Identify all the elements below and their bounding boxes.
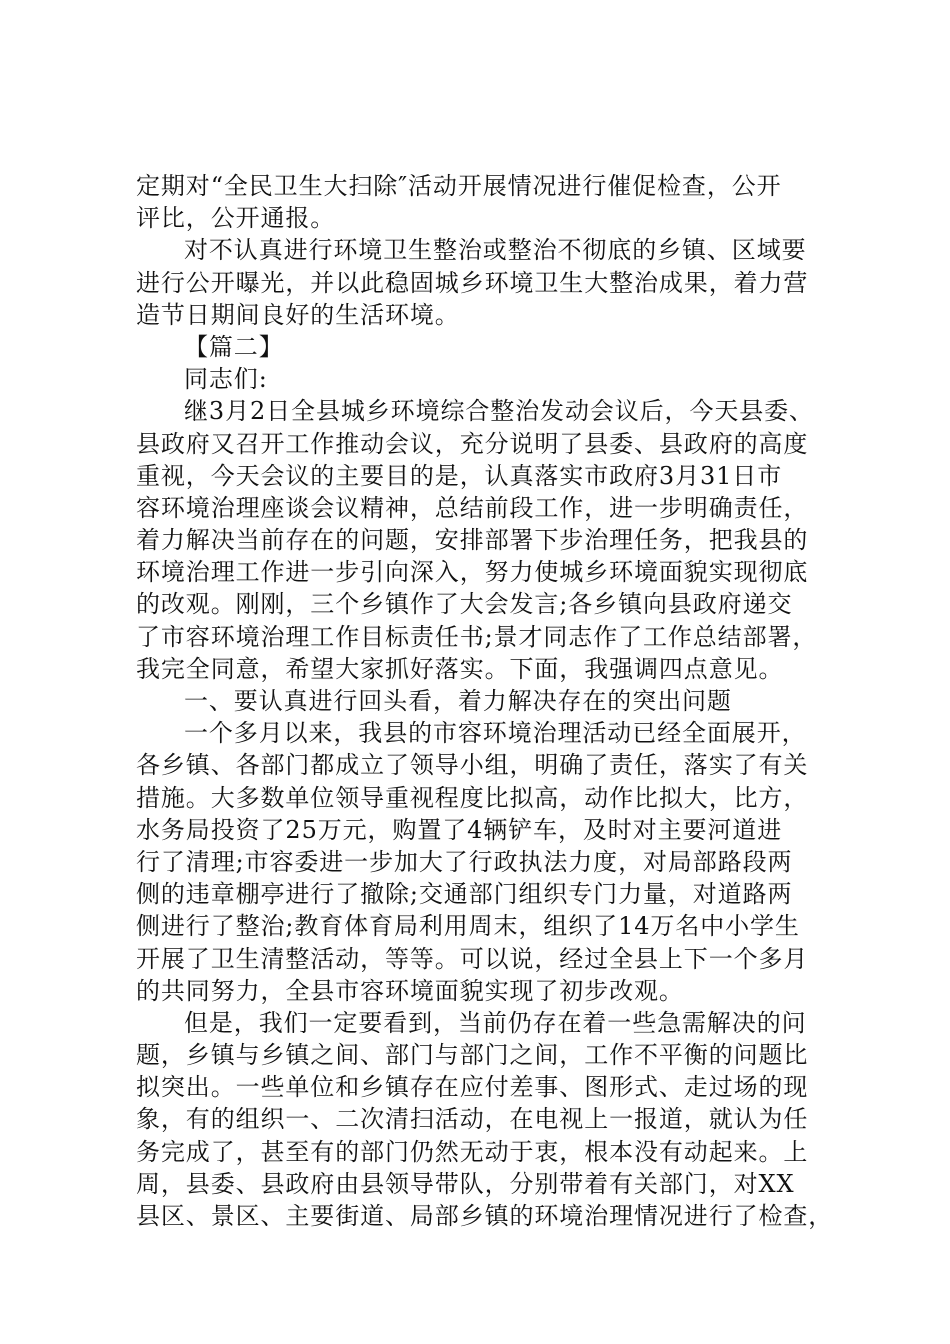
text-line: 行了清理;市容委进一步加大了行政执法力度，对局部路段两 (136, 847, 793, 876)
text-line: 继3月2日全县城乡环境综合整治发动会议后，今天县委、 (184, 397, 814, 426)
document-body (136, 170, 834, 1232)
text-line: 【篇二】 (184, 332, 284, 361)
text-line: 评比，公开通报。 (136, 204, 336, 233)
text-line: 环境治理工作进一步引向深入，努力使城乡环境面貌实现彻底 (136, 558, 809, 587)
text-line: 侧的违章棚亭进行了撤除;交通部门组织专门力量，对道路两 (136, 880, 793, 909)
text-line: 措施。大多数单位领导重视程度比拟高，动作比拟大，比方， (136, 783, 809, 812)
text-line: 周，县委、县政府由县领导带队，分别带着有关部门，对XX (136, 1169, 795, 1198)
text-line: 题，乡镇与乡镇之间、部门与部门之间，工作不平衡的问题比 (136, 1041, 809, 1070)
text-line: 务完成了，甚至有的部门仍然无动于衷，根本没有动起来。上 (136, 1137, 809, 1166)
text-line: 的共同努力，全县市容环境面貌实现了初步改观。 (136, 976, 684, 1005)
text-line: 我完全同意，希望大家抓好落实。下面，我强调四点意见。 (136, 654, 784, 683)
text-line: 了市容环境治理工作目标责任书;景才同志作了工作总结部署， (136, 622, 818, 651)
text-line: 对不认真进行环境卫生整治或整治不彻底的乡镇、区域要 (184, 236, 807, 265)
text-line: 着力解决当前存在的问题，安排部署下步治理任务，把我县的 (136, 526, 809, 555)
text-line: 进行公开曝光，并以此稳固城乡环境卫生大整治成果，着力营 (136, 268, 809, 297)
text-line: 象，有的组织一、二次清扫活动，在电视上一报道，就认为任 (136, 1105, 809, 1134)
text-line: 重视，今天会议的主要目的是，认真落实市政府3月31日市 (136, 461, 783, 490)
text-line: 拟突出。一些单位和乡镇存在应付差事、图形式、走过场的现 (136, 1073, 809, 1102)
text-line: 的改观。刚刚，三个乡镇作了大会发言;各乡镇向县政府递交 (136, 590, 793, 619)
text-line: 同志们: (184, 365, 268, 394)
text-line: 但是，我们一定要看到，当前仍存在着一些急需解决的问 (184, 1008, 807, 1037)
text-line: 水务局投资了25万元，购置了4辆铲车，及时对主要河道进 (136, 815, 783, 844)
text-line: 定期对“全民卫生大扫除″活动开展情况进行催促检查，公开 (136, 172, 782, 200)
text-line: 一、要认真进行回头看，着力解决存在的突出问题 (184, 687, 732, 715)
text-line: 开展了卫生清整活动，等等。可以说，经过全县上下一个多月 (136, 944, 809, 973)
text-line: 侧进行了整治;教育体育局利用周末，组织了14万名中小学生 (136, 912, 800, 941)
text-line: 县政府又召开工作推动会议，充分说明了县委、县政府的高度 (136, 429, 809, 458)
text-line: 一个多月以来，我县的市容环境治理活动已经全面展开， (184, 719, 807, 748)
text-line: 各乡镇、各部门都成立了领导小组，明确了责任，落实了有关 (136, 751, 809, 780)
text-line: 县区、景区、主要街道、局部乡镇的环境治理情况进行了检查， (136, 1202, 834, 1230)
text-line: 容环境治理座谈会议精神，总结前段工作，进一步明确责任， (136, 493, 809, 522)
text-line: 造节日期间良好的生活环境。 (136, 300, 460, 329)
